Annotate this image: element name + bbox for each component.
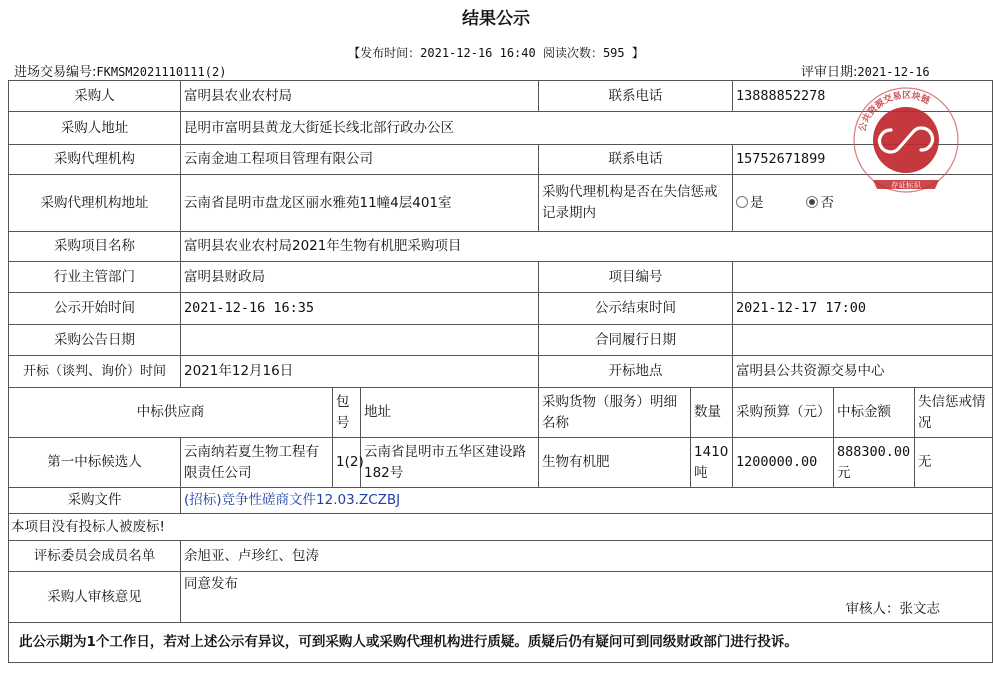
seal-bottom-text: 存证标识	[891, 180, 921, 190]
page-title: 结果公示	[462, 9, 530, 29]
cand-qty: 1410吨	[691, 438, 733, 488]
cand-goods: 生物有机肥	[539, 438, 691, 488]
opinion-value: 同意发布	[184, 576, 238, 592]
footer-notice: 此公示期为1个工作日，若对上述公示有异议，可到采购人或采购代理机构进行质疑。质疑后仍有疑问可到同级财政部门进行投诉。	[9, 623, 993, 663]
open-date: 2021年12月16日	[181, 356, 539, 388]
opinion-label: 采购人审核意见	[9, 572, 181, 623]
project-name-label: 采购项目名称	[9, 232, 181, 262]
review-value: 2021-12-16	[857, 65, 930, 79]
credit-yes-label: 是	[750, 194, 764, 211]
agency-label: 采购代理机构	[9, 145, 181, 175]
start-label: 公示开始时间	[9, 293, 181, 325]
buyer-value: 富明县农业农村局	[181, 81, 539, 112]
address-value: 昆明市富明县黄龙大街延长线北部行政办公区	[181, 112, 993, 145]
committee-value: 余旭亚、卢珍红、包涛	[181, 541, 993, 572]
review-label: 评审日期:	[801, 65, 858, 80]
hdr-qty: 数量	[691, 388, 733, 438]
seal-arc-text: 公共资源交易区块链	[857, 90, 932, 133]
notice-date-label: 采购公告日期	[9, 325, 181, 356]
credit-no-radio[interactable]	[806, 196, 818, 208]
cand-credit: 无	[915, 438, 993, 488]
project-no-value	[733, 262, 993, 293]
agency-value: 云南金迪工程项目管理有限公司	[181, 145, 539, 175]
open-place-label: 开标地点	[539, 356, 733, 388]
notice-date-value	[181, 325, 539, 356]
hdr-credit: 失信惩戒情况	[915, 388, 993, 438]
dept-value: 富明县财政局	[181, 262, 539, 293]
opinion-cell	[181, 572, 993, 623]
buyer-phone-label: 联系电话	[539, 81, 733, 112]
reviewer: 审核人：张文志	[845, 601, 941, 617]
doc-cell	[181, 488, 993, 514]
committee-label: 评标委员会成员名单	[9, 541, 181, 572]
ref-number	[14, 61, 226, 80]
cand-budget: 1200000.00	[733, 438, 834, 488]
end-value: 2021-12-17 17:00	[733, 293, 993, 325]
project-name: 富明县农业农村局2021年生物有机肥采购项目	[181, 232, 993, 262]
contract-value	[733, 325, 993, 356]
doc-link[interactable]: (招标)竞争性磋商文件12.03.ZCZBJ	[184, 492, 401, 508]
dept-label: 行业主管部门	[9, 262, 181, 293]
open-label: 开标（谈判、询价）时间	[9, 356, 181, 388]
ref-value: FKMSM2021110111(2)	[96, 65, 227, 79]
address-label: 采购人地址	[9, 112, 181, 145]
buyer-phone: 13888852278	[733, 81, 993, 112]
agency-phone-label: 联系电话	[539, 145, 733, 175]
publish-meta: 【发布时间：2021-12-16 16:40 阅读次数：595 】	[348, 46, 644, 60]
agency-phone: 15752671899	[733, 145, 993, 175]
agency-address: 云南省昆明市盘龙区丽水雅苑11幢4层401室	[181, 175, 539, 232]
end-label: 公示结束时间	[539, 293, 733, 325]
buyer-label: 采购人	[9, 81, 181, 112]
hdr-amount: 中标金额	[834, 388, 915, 438]
hdr-goods: 采购货物（服务）明细名称	[539, 388, 691, 438]
start-value: 2021-12-16 16:35	[181, 293, 539, 325]
credit-question: 采购代理机构是否在失信惩戒记录期内	[539, 175, 733, 232]
blockchain-seal-icon	[851, 85, 961, 195]
open-place: 富明县公共资源交易中心	[733, 356, 993, 388]
ref-label: 进场交易编号:	[14, 65, 97, 80]
hdr-budget: 采购预算（元）	[733, 388, 834, 438]
hdr-supplier: 中标供应商	[9, 388, 333, 438]
credit-yes-radio[interactable]	[736, 196, 748, 208]
doc-label: 采购文件	[9, 488, 181, 514]
contract-label: 合同履行日期	[539, 325, 733, 356]
review-date	[801, 61, 930, 80]
agency-address-label: 采购代理机构地址	[9, 175, 181, 232]
cand-address: 云南省昆明市五华区建设路182号	[361, 438, 539, 488]
cand-amount: 888300.00元	[834, 438, 915, 488]
cand-label: 第一中标候选人	[9, 438, 181, 488]
result-table	[8, 80, 993, 663]
cand-name: 云南纳若夏生物工程有限责任公司	[181, 438, 333, 488]
no-reject-notice: 本项目没有投标人被废标!	[9, 514, 993, 541]
project-no-label: 项目编号	[539, 262, 733, 293]
cand-pkg: 1(2)	[333, 438, 361, 488]
credit-no-label: 否	[820, 194, 834, 211]
hdr-package: 包号	[333, 388, 361, 438]
hdr-address: 地址	[361, 388, 539, 438]
